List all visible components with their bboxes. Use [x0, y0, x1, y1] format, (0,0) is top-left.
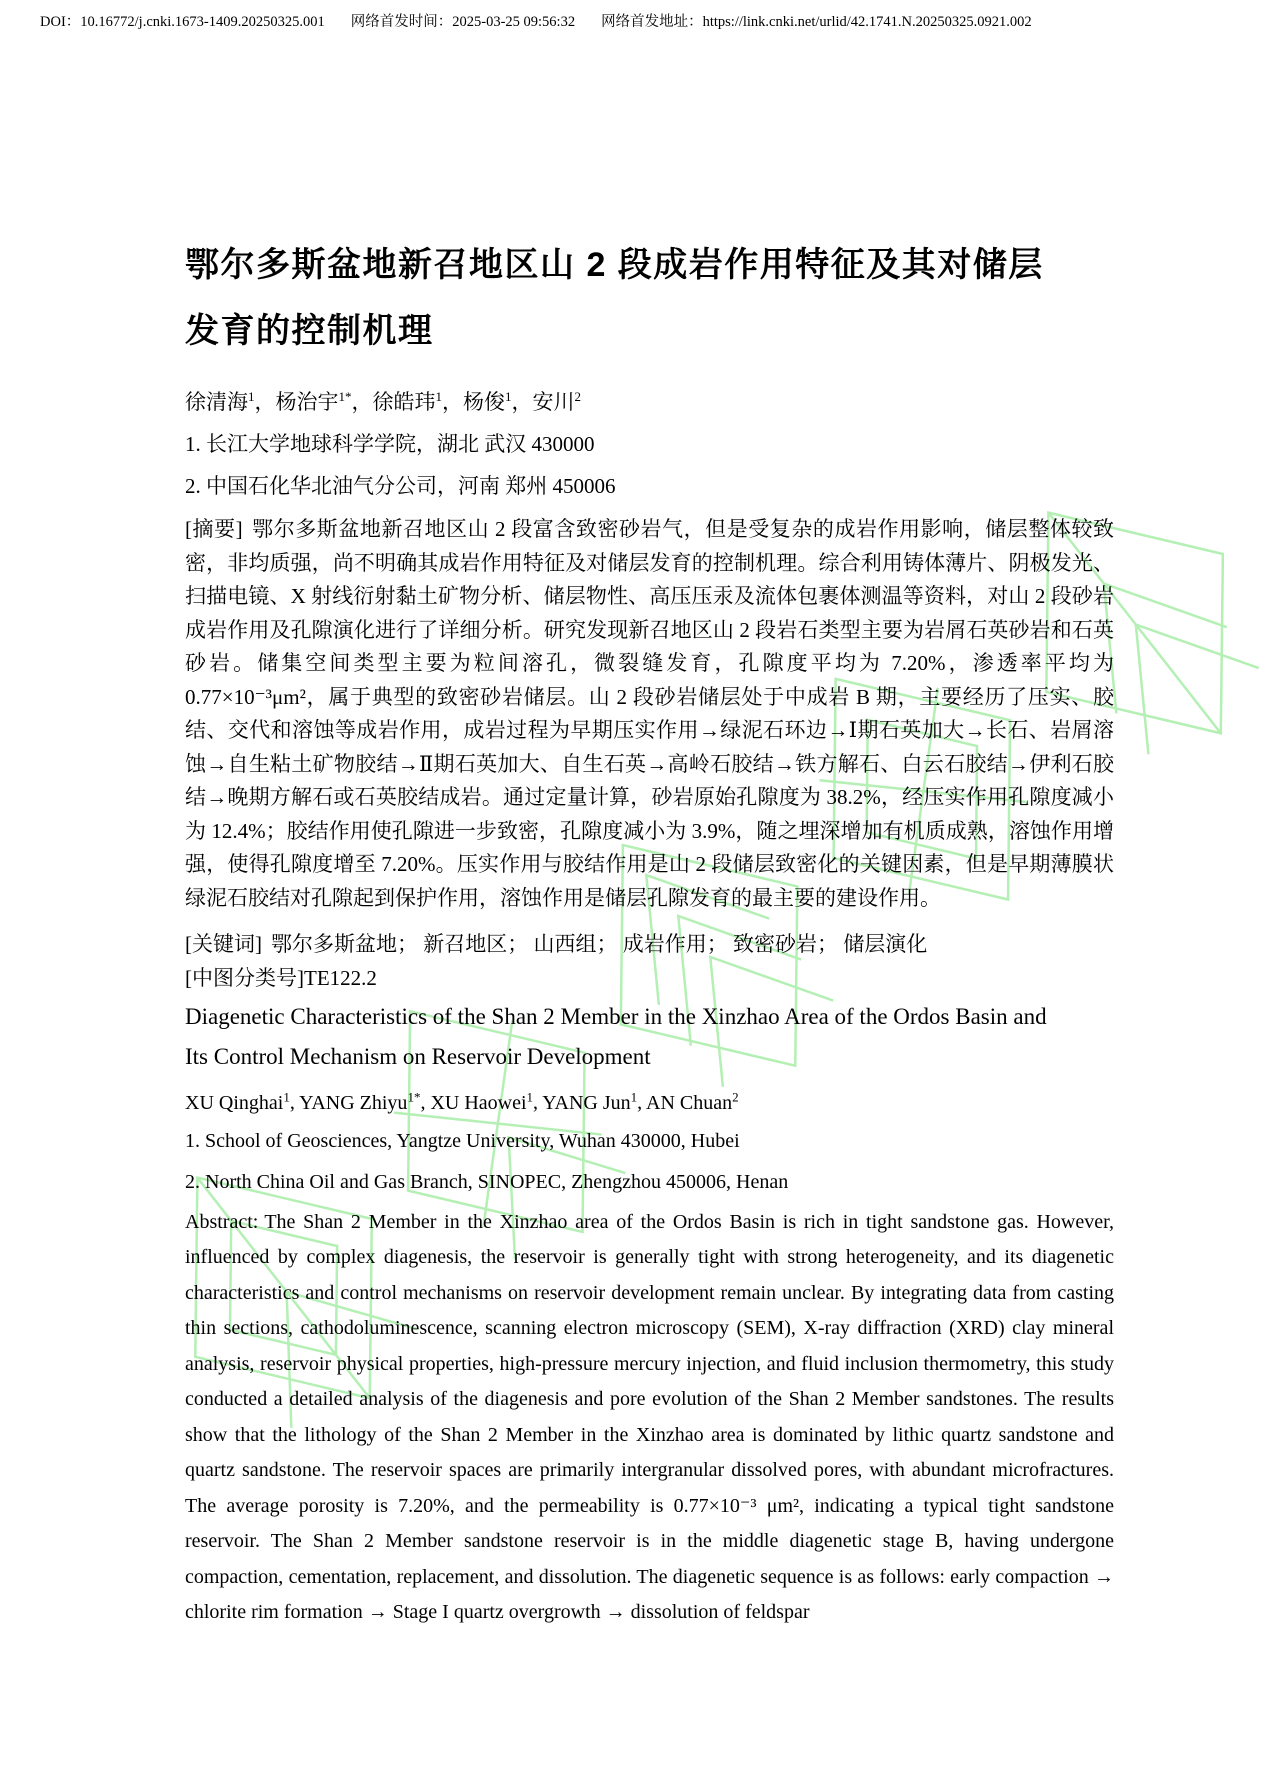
author-name: YANG Zhiyu$^{1*}$	[299, 1089, 421, 1114]
abstract-zh-text: 鄂尔多斯盆地新召地区山 2 段富含致密砂岩气，但是受复杂的成岩作用影响，储层整体较致密，非均质强，尚不明确其成岩作用特征及对储层发育的控制机理。综合利用铸体薄片、阴极发光、扫描电镜、X 射线衍射黏土矿物分析、储层物性、高压压汞及流体包裹体测温等资料，对山 2 段砂岩成岩作用及孔隙演化进行了详细分析。研究发现新召地区山 2 段岩石类型主要为岩屑石英砂岩和石英砂岩。储集空间类型主要为粒间溶孔，微裂缝发育，孔隙度平均为 7.20%，渗透率平均为 0.77×10⁻³μm²，属于典型的致密砂岩储层。山 2 段砂岩储层处于中成岩 B 期，主要经历了压实、胶结、交代和溶蚀等成岩作用，成岩过程为早期压实作用→绿泥石环边→Ⅰ期石英加大→长石、岩屑溶蚀→自生粘土矿物胶结→Ⅱ期石英加大、自生石英→高岭石胶结→铁方解石、白云石胶结→伊利石胶结→晚期方解石或石英胶结成岩。通过定量计算，砂岩原始孔隙度为 38.2%，经压实作用孔隙度减小为 12.4%；胶结作用使孔隙进一步致密，孔隙度减小为 3.9%，随之埋深增加有机质成熟，溶蚀作用增强，使得孔隙度增至 7.20%。压实作用与胶结作用是山 2 段储层致密化的关键因素，但是早期薄膜状绿泥石胶结对孔隙起到保护作用，溶蚀作用是储层孔隙发育的最主要的建设作用。	[185, 517, 1114, 910]
author-affiliation-mark: 1	[505, 389, 512, 404]
author-affiliation-mark: 1*	[338, 389, 352, 404]
title-en-line2: Its Control Mechanism on Reservoir Development	[185, 1044, 651, 1069]
author-name: 徐清海$^1$	[185, 389, 255, 414]
author-affiliation-mark: 1	[248, 389, 255, 404]
author-affiliation-mark: 1*	[407, 1089, 421, 1104]
author-name: AN Chuan$^2$	[646, 1089, 739, 1114]
title-zh-line1: 鄂尔多斯盆地新召地区山 2 段成岩作用特征及其对储层	[185, 246, 1044, 284]
affiliation-en-2: 2. North China Oil and Gas Branch, SINOPEC, Zhengzhou 450006, Henan	[185, 1170, 789, 1193]
author-name: 杨治宇$^{1*}$	[275, 389, 352, 414]
keywords-zh	[185, 927, 1114, 961]
article-title-zh	[185, 232, 1114, 364]
title-en-line1: Diagenetic Characteristics of the Shan 2 Member in the Xinzhao Area of the Ordos Basin and	[185, 1004, 1047, 1029]
clc-value: TE122.2	[304, 966, 377, 990]
doi-text: DOI：10.16772/j.cnki.1673-1409.20250325.001	[40, 14, 325, 30]
abstract-en-label: Abstract:	[185, 1210, 259, 1233]
author-affiliation-mark: 1	[435, 389, 442, 404]
keywords-zh-items: 鄂尔多斯盆地； 新召地区； 山西组； 成岩作用； 致密砂岩； 储层演化	[271, 932, 928, 956]
authors-zh: 徐清海$^1$，杨治宇$^{1*}$，徐皓玮$^1$，杨俊$^1$，安川$^2$	[185, 389, 581, 414]
author-name: XU Qinghai$^1$	[185, 1089, 290, 1114]
affiliation-zh-1: 1. 长江大学地球科学学院，湖北 武汉 430000	[185, 432, 595, 456]
author-affiliation-mark: 1	[526, 1089, 534, 1104]
article-title-en	[185, 997, 1114, 1077]
author-name: 杨俊$^1$	[463, 389, 512, 414]
author-affiliation-mark: 1	[283, 1089, 290, 1104]
author-name: 徐皓玮$^1$	[372, 389, 442, 414]
authors-en: XU Qinghai$^1$, YANG Zhiyu$^{1*}$, XU Haowei$^1$, YANG Jun$^1$, AN Chuan$^2$	[185, 1089, 739, 1114]
affiliation-zh-2: 2. 中国石化华北油气分公司，河南 郑州 450006	[185, 474, 616, 498]
affiliation-en-1: 1. School of Geosciences, Yangtze University, Wuhan 430000, Hubei	[185, 1129, 740, 1152]
online-publish-time: 网络首发时间：2025-03-25 09:56:32	[350, 14, 576, 30]
abstract-en-text: The Shan 2 Member in the Xinzhao area of the Ordos Basin is rich in tight sandstone gas. However, influenced by complex diagenesis, the reservoir is generally tight with strong heterogeneity, and its diagenetic characteristics and control mechanisms on reservoir development remain unclear. By integrating data from casting thin sections, cathodoluminescence, scanning electron microscopy (SEM), X-ray diffraction (XRD) clay mineral analysis, reservoir physical properties, high-pressure mercury injection, and fluid inclusion thermometry, this study conducted a detailed analysis of the diagenesis and pore evolution of the Shan 2 Member sandstones. The results show that the lithology of the Shan 2 Member in the Xinzhao area is dominated by lithic quartz sandstone and quartz sandstone. The reservoir spaces are primarily intergranular dissolved pores, with abundant microfractures. The average porosity is 7.20%, and the permeability is 0.77×10⁻³ μm², indicating a typical tight sandstone reservoir. The Shan 2 Member sandstone reservoir is in the middle diagenetic stage B, having undergone compaction, cementation, replacement, and dissolution. The diagenetic sequence is as follows: early compaction → chlorite rim formation → Stage I quartz overgrowth → dissolution of feldspar	[185, 1210, 1114, 1624]
abstract-en	[185, 1205, 1114, 1631]
author-name: XU Haowei$^1$	[430, 1089, 534, 1114]
keywords-zh-label: [关键词]	[185, 932, 262, 956]
author-affiliation-mark: 2	[574, 389, 581, 404]
author-affiliation-mark: 1	[630, 1089, 638, 1104]
clc-number	[185, 961, 1114, 995]
clc-label: [中图分类号]	[185, 966, 304, 990]
online-publish-url: 网络首发地址：https://link.cnki.net/urlid/42.1741.N.20250325.0921.002	[601, 14, 1032, 30]
author-name: 安川$^2$	[532, 389, 581, 414]
author-affiliation-mark: 2	[732, 1089, 739, 1104]
title-zh-line2: 发育的控制机理	[185, 312, 434, 350]
author-name: YANG Jun$^1$	[542, 1089, 638, 1114]
abstract-zh-label: [摘要]	[185, 517, 243, 541]
abstract-zh	[185, 513, 1114, 915]
